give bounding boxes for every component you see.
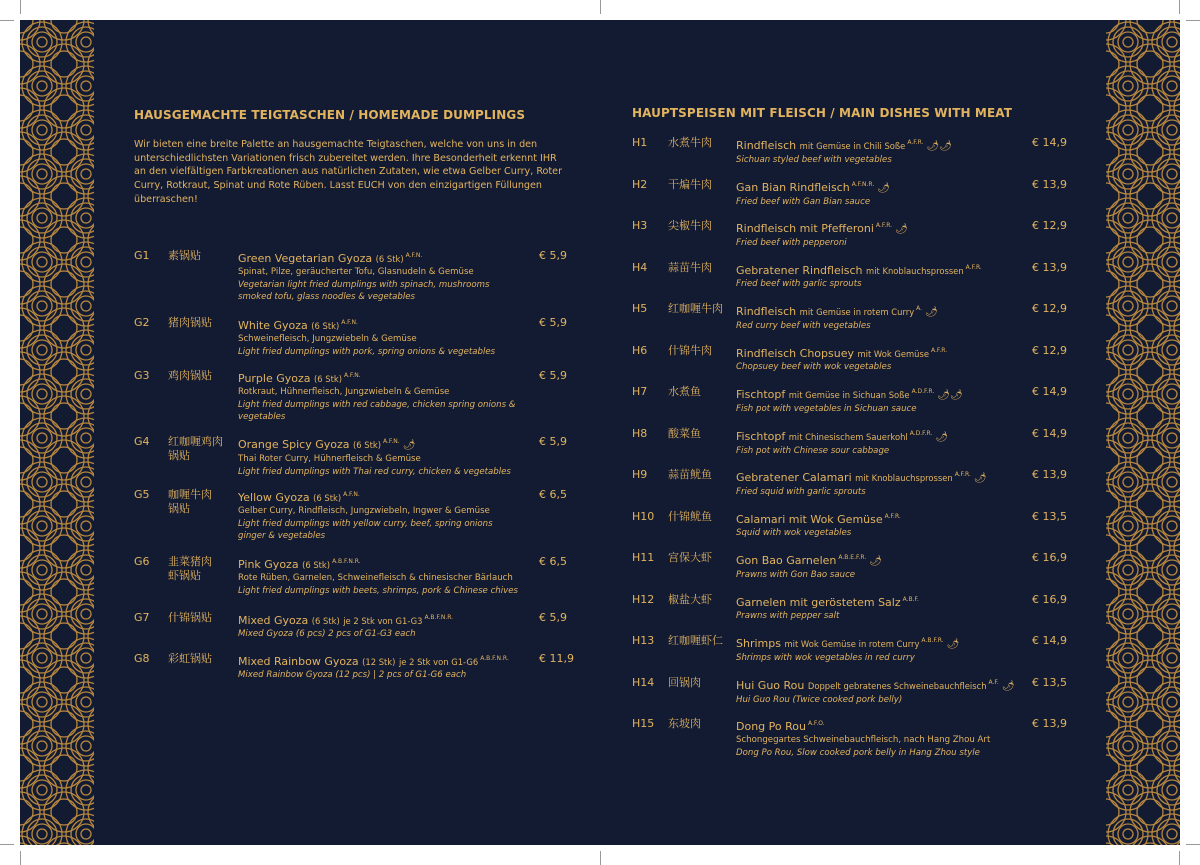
item-chinese-name: 咖喱牛肉 锅贴: [168, 488, 212, 515]
item-name: Shrimps: [736, 637, 781, 650]
item-description: [238, 369, 518, 423]
item-chinese-name: 彩虹锅贴: [168, 652, 212, 665]
item-name-line: [736, 219, 1032, 237]
menu-item: [632, 551, 1092, 591]
item-chinese-name: 水煮牛肉: [668, 136, 712, 149]
item-chinese-name: 素锅贴: [168, 249, 201, 262]
item-english-description: Fried beef with garlic sprouts: [736, 279, 862, 289]
item-chinese-name: 蒜苗鱿鱼: [668, 468, 712, 481]
item-description: [736, 385, 1032, 415]
item-code: H8: [632, 427, 648, 440]
allergen-codes: A.F.R.: [884, 513, 901, 520]
item-price: € 13,5: [1032, 510, 1067, 523]
item-english-description: Vegetarian light fried dumplings with spinach, mushrooms smoked tofu, glass noodles & vegetables: [238, 279, 490, 302]
item-description: [736, 178, 1032, 208]
item-price: € 14,9: [1032, 634, 1067, 647]
menu-item: [632, 178, 1092, 218]
item-description: [736, 302, 1032, 332]
item-code: H6: [632, 344, 648, 357]
item-english-description: Light fried dumplings with red cabbage, chicken spring onions & vegetables: [238, 399, 516, 422]
item-name-line: [736, 593, 1032, 610]
item-name-line: [238, 555, 518, 572]
item-name: Mixed Gyoza: [238, 614, 309, 627]
item-detail: mit Chinesischem Sauerkohl: [788, 432, 908, 442]
allergen-codes: A.B.F.: [902, 596, 919, 603]
item-name-line: [238, 652, 518, 669]
item-english-description: Light fried dumplings with pork, spring onions & vegetables: [238, 346, 496, 357]
item-name: Gebratener Rindfleisch: [736, 264, 863, 277]
allergen-codes: A.F.N.: [382, 438, 400, 445]
item-name: Pink Gyoza: [238, 558, 299, 571]
item-code: H2: [632, 178, 648, 191]
allergen-codes: A.B.F.R.: [921, 637, 944, 644]
item-code: H13: [632, 634, 655, 647]
menu-item: [632, 427, 1092, 467]
item-name-line: [238, 488, 518, 505]
item-name: Gan Bian Rindfleisch: [736, 181, 850, 194]
allergen-codes: A.F.O.: [807, 720, 825, 727]
item-name: Yellow Gyoza: [238, 491, 310, 504]
item-chinese-name: 椒盐大虾: [668, 593, 712, 606]
menu-item: [134, 652, 594, 692]
item-name-line: [238, 435, 518, 453]
crop-mark: [20, 0, 21, 14]
item-chinese-name: 水煮鱼: [668, 385, 701, 398]
item-chinese-name: 什锦鱿鱼: [668, 510, 712, 523]
item-chinese-name: 红咖喱牛肉: [668, 302, 723, 315]
item-german-description: Rote Rüben, Garnelen, Schweinefleisch & chinesischer Bärlauch: [238, 573, 513, 583]
item-name-line: [736, 136, 1032, 154]
menu-item: [134, 488, 594, 541]
item-description: [238, 316, 518, 358]
menu-item: [632, 634, 1092, 674]
menu-item: [632, 593, 1092, 633]
item-price: € 14,9: [1032, 136, 1067, 149]
item-price: € 5,9: [539, 369, 567, 382]
item-code: H7: [632, 385, 648, 398]
item-code: H1: [632, 136, 648, 149]
item-detail: mit Gemüse in rotem Curry: [799, 307, 915, 317]
item-description: [736, 468, 1032, 498]
item-code: G1: [134, 249, 150, 262]
item-code: G7: [134, 611, 150, 624]
item-name: Gebratener Calamari: [736, 471, 852, 484]
item-name-line: [736, 427, 1032, 445]
crop-mark: [600, 0, 601, 14]
item-price: € 5,9: [539, 435, 567, 448]
dumplings-section-title: HAUSGEMACHTE TEIGTASCHEN / HOMEMADE DUMPLINGS: [134, 108, 526, 122]
item-detail: mit Wok Gemüse in rotem Curry: [784, 639, 920, 649]
item-name: Dong Po Rou: [736, 720, 806, 733]
item-name-line: [238, 316, 518, 333]
item-english-description: Prawns with pepper salt: [736, 611, 840, 621]
menu-item: [632, 676, 1092, 716]
item-german-description: Rotkraut, Hühnerfleisch, Jungzwiebeln & Gemüse: [238, 387, 450, 397]
item-chinese-name: 干煸牛肉: [668, 178, 712, 191]
item-english-description: Sichuan styled beef with vegetables: [736, 155, 892, 165]
allergen-codes: A.F.N.: [405, 252, 423, 259]
item-english-description: Squid with wok vegetables: [736, 528, 852, 538]
item-chinese-name: 什锦锅贴: [168, 611, 212, 624]
item-description: [238, 435, 518, 478]
item-description: [736, 717, 1032, 759]
item-name-line: [736, 676, 1032, 694]
item-price: € 16,9: [1032, 593, 1067, 606]
item-code: H11: [632, 551, 655, 564]
item-code: G3: [134, 369, 150, 382]
crop-mark: [1186, 844, 1200, 845]
item-chinese-name: 什锦牛肉: [668, 344, 712, 357]
item-english-description: Light fried dumplings with Thai red curry, chicken & vegetables: [238, 466, 511, 477]
allergen-codes: A.F.N.R.: [851, 181, 875, 188]
item-detail: mit Gemüse in Chili Soße: [799, 141, 906, 151]
menu-item: [134, 316, 594, 356]
menu-item: [632, 717, 1092, 757]
item-english-description: Shrimps with wok vegetables in red curry: [736, 653, 915, 663]
item-description: [238, 249, 518, 303]
item-detail: mit Gemüse in Sichuan Soße: [788, 390, 910, 400]
item-detail: mit Knoblauchsprossen: [866, 266, 964, 276]
item-description: [736, 427, 1032, 457]
item-size: (6 Stk): [311, 321, 340, 331]
menu-item: [632, 261, 1092, 301]
chili-pepper-icon: 🌶: [946, 639, 960, 650]
item-size: (6 Stk): [302, 560, 331, 570]
item-code: H10: [632, 510, 655, 523]
crop-mark: [600, 851, 601, 865]
item-name: Calamari mit Wok Gemüse: [736, 513, 883, 526]
item-name: Rindfleisch: [736, 139, 797, 152]
item-description: [238, 555, 518, 597]
item-description: [736, 593, 1032, 622]
item-code: G8: [134, 652, 150, 665]
item-price: € 13,9: [1032, 468, 1067, 481]
item-english-description: Red curry beef with vegetables: [736, 321, 871, 331]
item-description: [736, 634, 1032, 664]
allergen-codes: A.B.F.N.R.: [480, 655, 509, 662]
item-price: € 11,9: [539, 652, 574, 665]
item-english-description: Fish pot with vegetables in Sichuan sauce: [736, 404, 917, 414]
meat-dishes-section-title: HAUPTSPEISEN MIT FLEISCH / MAIN DISHES WITH MEAT: [632, 106, 1012, 120]
item-english-description: Fried beef with pepperoni: [736, 238, 847, 248]
allergen-codes: A.F.R.: [907, 139, 924, 146]
item-chinese-name: 蒜苗牛肉: [668, 261, 712, 274]
item-name-line: [238, 611, 518, 628]
allergen-codes: A.D.F.R.: [909, 430, 933, 437]
allergen-codes: A.F.R.: [875, 222, 893, 229]
item-chinese-name: 东坡肉: [668, 717, 701, 730]
item-german-description: Schweinefleisch, Jungzwiebeln & Gemüse: [238, 334, 417, 344]
item-english-description: Hui Guo Rou (Twice cooked pork belly): [736, 695, 903, 705]
item-price: € 6,5: [539, 555, 567, 568]
allergen-codes: A.F.N.: [341, 319, 358, 326]
item-chinese-name: 红咖喱鸡肉 锅贴: [168, 435, 223, 462]
item-name: Rindfleisch mit Pfefferoni: [736, 222, 874, 235]
item-size: (6 Stk): [353, 440, 381, 450]
item-price: € 12,9: [1032, 219, 1067, 232]
chili-pepper-icon: 🌶🌶: [937, 390, 963, 401]
allergen-codes: A.B.F.N.R.: [424, 614, 454, 621]
item-german-description: Schongegartes Schweinebauchfleisch, nach Hang Zhou Art: [736, 735, 991, 745]
item-size: (6 Stk): [313, 493, 342, 503]
item-name: Garnelen mit geröstetem Salz: [736, 596, 901, 609]
item-chinese-name: 鸡肉锅贴: [168, 369, 212, 382]
item-name: Rindfleisch: [736, 305, 797, 318]
crop-mark: [1179, 0, 1180, 14]
wave-pattern-border-right: [1106, 20, 1180, 845]
menu-spread: [20, 20, 1180, 845]
item-name: Fischtopf: [736, 430, 786, 443]
chili-pepper-icon: 🌶: [402, 440, 416, 451]
menu-item: [134, 611, 594, 651]
item-price: € 5,9: [539, 249, 567, 262]
menu-item: [134, 249, 594, 302]
item-code: H3: [632, 219, 648, 232]
menu-item: [632, 344, 1092, 384]
item-price: € 12,9: [1032, 302, 1067, 315]
item-chinese-name: 猪肉锅贴: [168, 316, 212, 329]
item-price: € 14,9: [1032, 385, 1067, 398]
menu-item: [632, 385, 1092, 425]
menu-item: [134, 555, 594, 595]
dumplings-intro-text: Wir bieten eine breite Palette an hausgemachte Teigtaschen, welche von uns in den unterschiedlichsten Variationen frisch zubereitet werden. Ihre Besonderheit erkennt IHR an den vielfältigen Farbkreationen aus natürlichen Zutaten, wie etwa Gelber Curry, Roter Curry, Rotkraut, Spinat und Rote Rüben. Lasst EUCH von den einzigartigen Füllungen überraschen!: [134, 139, 563, 205]
item-description: [238, 611, 518, 640]
item-name-line: [736, 385, 1032, 403]
item-code: H4: [632, 261, 648, 274]
item-size: (6 Stk): [311, 616, 340, 626]
chili-pepper-icon: 🌶: [935, 432, 949, 443]
item-price: € 5,9: [539, 611, 567, 624]
item-price: € 16,9: [1032, 551, 1067, 564]
item-chinese-name: 酸菜鱼: [668, 427, 701, 440]
item-size: (6 Stk): [314, 374, 342, 384]
item-description: [736, 261, 1032, 290]
item-price: € 13,9: [1032, 261, 1067, 274]
item-english-description: Prawns with Gon Bao sauce: [736, 570, 856, 580]
item-name-line: [736, 302, 1032, 320]
item-name-line: [238, 249, 518, 266]
chili-pepper-icon: 🌶: [877, 183, 890, 194]
crop-mark: [20, 851, 21, 865]
item-price: € 13,5: [1032, 676, 1067, 689]
chili-pepper-icon: 🌶🌶: [926, 141, 952, 152]
allergen-codes: A.F.R.: [965, 264, 982, 271]
item-german-description: Spinat, Pilze, geräucherter Tofu, Glasnudeln & Gemüse: [238, 267, 474, 277]
item-english-description: Dong Po Rou, Slow cooked pork belly in Hang Zhou style: [736, 747, 980, 758]
item-price: € 13,9: [1032, 717, 1067, 730]
item-name: Purple Gyoza: [238, 372, 311, 385]
item-name-line: [736, 344, 1032, 361]
menu-item: [632, 136, 1092, 176]
item-german-description: Gelber Curry, Rindfleisch, Jungzwiebeln, Ingwer & Gemüse: [238, 506, 490, 516]
item-name-line: [736, 468, 1032, 486]
item-english-description: Mixed Gyoza (6 pcs) 2 pcs of G1-G3 each: [238, 629, 416, 639]
chili-pepper-icon: 🌶: [895, 224, 908, 235]
item-english-description: Fried squid with garlic sprouts: [736, 487, 866, 497]
item-price: € 12,9: [1032, 344, 1067, 357]
item-code: H15: [632, 717, 655, 730]
crop-mark: [1179, 851, 1180, 865]
item-chinese-name: 宫保大虾: [668, 551, 712, 564]
item-price: € 5,9: [539, 316, 567, 329]
item-price: € 14,9: [1032, 427, 1067, 440]
item-description: [736, 510, 1032, 539]
allergen-codes: A.: [916, 305, 923, 312]
menu-item: [632, 510, 1092, 550]
crop-mark: [0, 844, 14, 845]
item-code: H9: [632, 468, 648, 481]
crop-mark: [0, 20, 14, 21]
item-size: (6 Stk): [375, 254, 404, 264]
item-name-line: [736, 178, 1032, 196]
item-name-line: [736, 510, 1032, 527]
item-code: H5: [632, 302, 648, 315]
menu-item: [632, 219, 1092, 259]
chili-pepper-icon: 🌶: [869, 556, 882, 567]
item-name: Rindfleisch Chopsuey: [736, 347, 854, 360]
item-code: G2: [134, 316, 150, 329]
item-description: [736, 344, 1032, 373]
allergen-codes: A.F.R.: [954, 471, 971, 478]
item-description: [736, 676, 1032, 706]
menu-item: [632, 468, 1092, 508]
item-name: Gon Bao Garnelen: [736, 554, 837, 567]
chili-pepper-icon: 🌶: [1001, 681, 1015, 692]
item-code: G6: [134, 555, 150, 568]
allergen-codes: A.F.: [988, 679, 999, 686]
allergen-codes: A.B.E.F.R.: [838, 554, 867, 561]
allergen-codes: A.F.N.: [343, 491, 360, 498]
item-code: G5: [134, 488, 150, 501]
allergen-codes: A.D.F.R.: [911, 388, 935, 395]
menu-item: [134, 369, 594, 422]
item-english-description: Mixed Rainbow Gyoza (12 pcs) | 2 pcs of G1-G6 each: [238, 670, 467, 680]
allergen-codes: A.F.R.: [930, 347, 948, 354]
item-name: Orange Spicy Gyoza: [238, 438, 350, 451]
item-code: H12: [632, 593, 655, 606]
item-name-line: [736, 717, 1032, 734]
wave-pattern-border-left: [20, 20, 94, 845]
item-detail: mit Wok Gemüse: [857, 349, 929, 359]
item-detail: Doppelt gebratenes Schweinebauchfleisch: [807, 681, 987, 691]
chili-pepper-icon: 🌶: [973, 473, 987, 484]
item-english-description: Light fried dumplings with yellow curry, beef, spring onions ginger & vegetables: [238, 518, 493, 541]
item-description: [238, 652, 518, 681]
item-size: (12 Stk): [362, 657, 396, 667]
item-chinese-name: 回锅肉: [668, 676, 701, 689]
item-description: [238, 488, 518, 542]
item-detail: mit Knoblauchsprossen: [855, 473, 953, 483]
item-german-description: Thai Roter Curry, Hühnerfleisch & Gemüse: [238, 454, 421, 464]
item-name-line: [736, 261, 1032, 278]
item-detail: je 2 Stk von G1-G6: [398, 657, 479, 667]
item-name: Fischtopf: [736, 388, 786, 401]
item-price: € 6,5: [539, 488, 567, 501]
item-name-line: [736, 634, 1032, 652]
allergen-codes: A.B.F.N.R.: [332, 558, 361, 565]
chili-pepper-icon: 🌶: [925, 307, 938, 318]
item-code: G4: [134, 435, 150, 448]
item-name-line: [238, 369, 518, 386]
item-description: [736, 136, 1032, 166]
item-chinese-name: 韭菜猪肉 虾锅贴: [168, 555, 212, 582]
item-name: White Gyoza: [238, 319, 308, 332]
item-english-description: Light fried dumplings with beets, shrimps, pork & Chinese chives: [238, 585, 518, 596]
item-name: Green Vegetarian Gyoza: [238, 252, 373, 265]
item-name: Hui Guo Rou: [736, 679, 805, 692]
item-name-line: [736, 551, 1032, 569]
item-price: € 13,9: [1032, 178, 1067, 191]
item-code: H14: [632, 676, 655, 689]
crop-mark: [1186, 20, 1200, 21]
item-chinese-name: 尖椒牛肉: [668, 219, 712, 232]
item-description: [736, 551, 1032, 581]
item-english-description: Fried beef with Gan Bian sauce: [736, 197, 871, 207]
item-english-description: Fish pot with Chinese sour cabbage: [736, 446, 890, 456]
allergen-codes: A.F.N.: [344, 372, 361, 379]
item-name: Mixed Rainbow Gyoza: [238, 655, 359, 668]
menu-item: [632, 302, 1092, 342]
item-english-description: Chopsuey beef with wok vegetables: [736, 362, 892, 372]
item-chinese-name: 红咖喱虾仁: [668, 634, 723, 647]
item-detail: je 2 Stk von G1-G3: [343, 616, 423, 626]
menu-item: [134, 435, 594, 475]
item-description: [736, 219, 1032, 249]
